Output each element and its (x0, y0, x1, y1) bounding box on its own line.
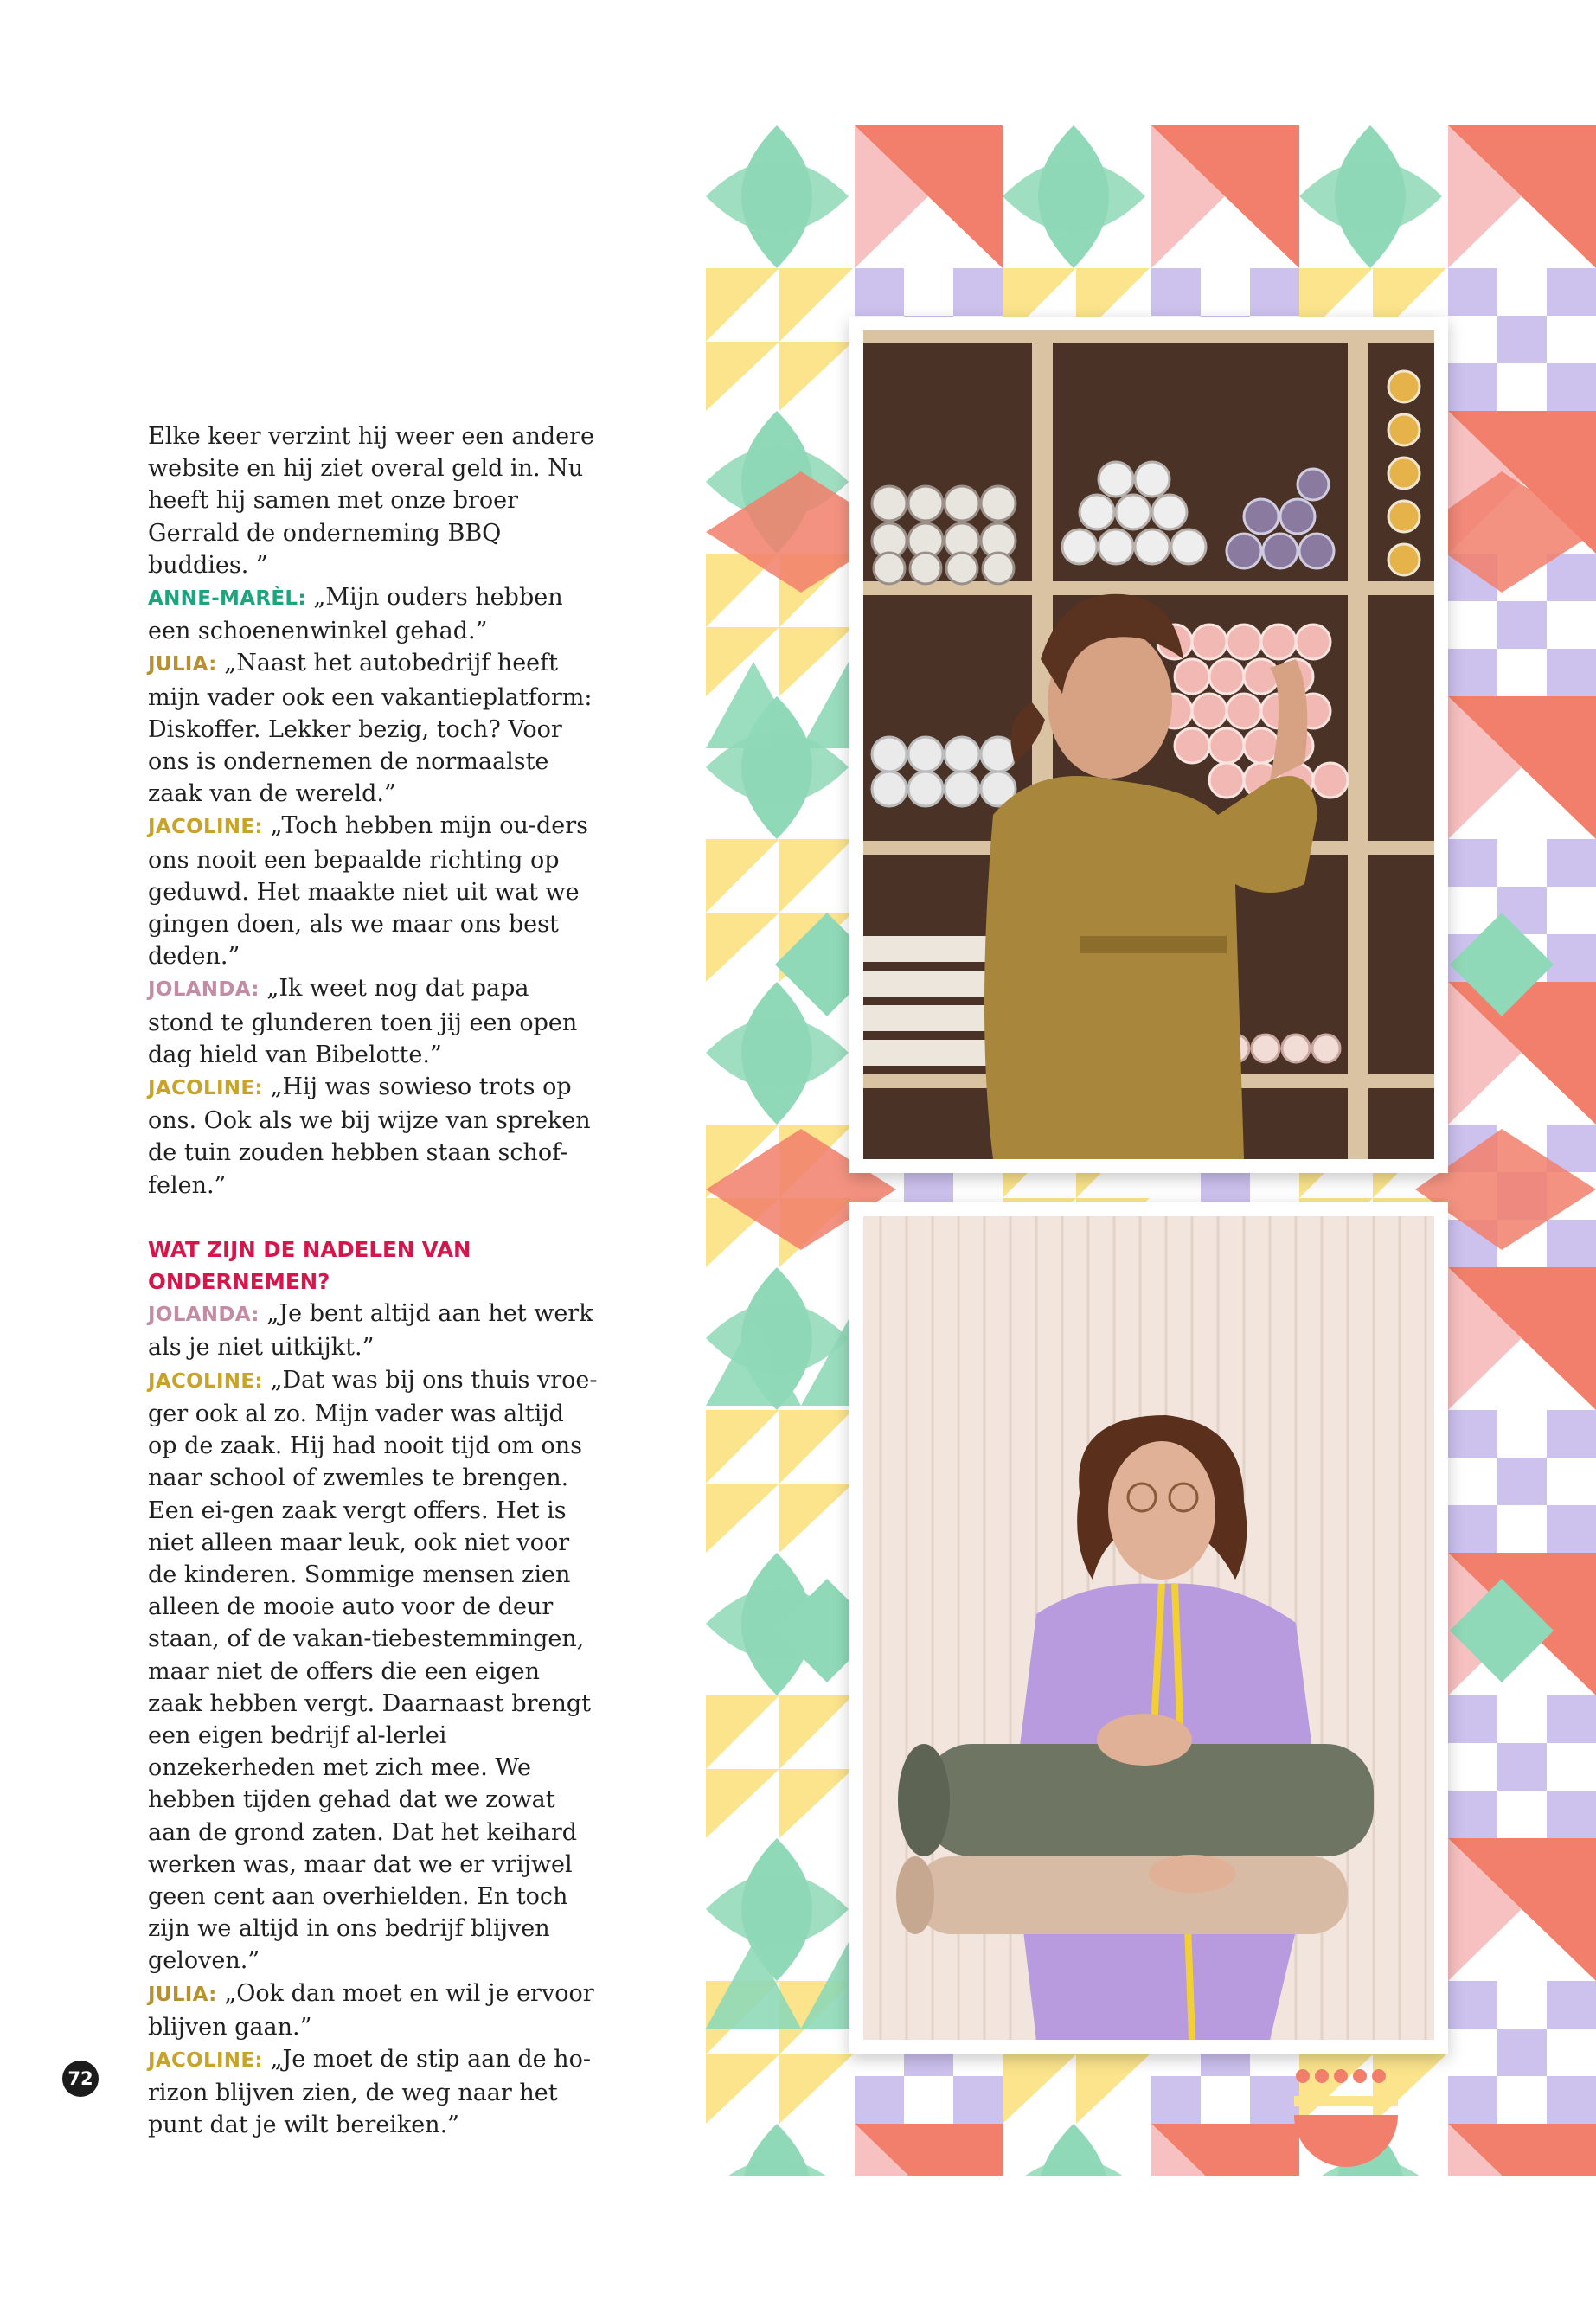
quote-text: „Je moet de stip aan de ho-rizon blijven zien, de weg naar het punt dat je wilt bereiken.” (148, 2045, 591, 2139)
quote-text: „Toch hebben mijn ou-ders ons nooit een bepaalde richting op geduwd. Het maakte niet uit wat we gingen doen, als we maar ons best deden.” (148, 812, 589, 971)
paragraph-text: Elke keer verzint hij weer een andere website en hij ziet overal geld in. Nu heeft hij samen met onze broer Gerrald de onderneming BBQ buddies. ” (148, 423, 594, 579)
quote-paragraph (148, 1977, 598, 2043)
speaker-name: ANNE-MARÈL: (148, 587, 306, 611)
quote-text: „Je bent altijd aan het werk als je niet uitkijkt.” (148, 1300, 593, 1362)
quote-text: „Naast het autobedrijf heeft mijn vader ook een vakantieplatform: Diskoffer. Lekker bezig, toch? Voor ons is ondernemen de normaalste zaak van de wereld.” (148, 650, 593, 808)
speaker-name: JACOLINE: (148, 1369, 263, 1393)
quote-paragraph (148, 1364, 598, 1977)
speaker-name: JACOLINE: (148, 2048, 263, 2072)
article-text (148, 420, 598, 2142)
quote-paragraph (148, 1071, 598, 1202)
speaker-name: JULIA: (148, 1983, 217, 2006)
quote-paragraph (148, 972, 598, 1071)
quote-text: „Dat was bij ons thuis vroe-ger ook al zo. Mijn vader was altijd op de zaak. Hij had nooit tijd om ons naar school of zwemles te brengen. Een ei-gen zaak vergt offers. Het is niet alleen maar leuk, ook niet voor de kinderen. Sommige mensen zien alleen de mooie auto voor de deur staan, of de vakan-tiebestemmingen, maar niet de offers die een eigen zaak hebben vergt. Daarnaast brengt een eigen bedrijf al-lerlei onzekerheden met zich mee. We hebben tijden gehad dat we zowat aan de grond zaten. Dat het keihard werken was, maar dat we er vrijwel geen cent aan overhielden. En toch zijn we altijd in ons bedrijf blijven geloven.” (148, 1366, 598, 1975)
quote-paragraph (148, 2043, 598, 2142)
speaker-name: JACOLINE: (148, 1077, 263, 1100)
paragraph-intro (148, 420, 598, 581)
photo-frame-top (849, 317, 1448, 1173)
quote-paragraph (148, 581, 598, 647)
speaker-name: JACOLINE: (148, 816, 263, 839)
speaker-name: JOLANDA: (148, 978, 260, 1002)
quote-text: „Mijn ouders hebben een schoenenwinkel gehad.” (148, 584, 563, 645)
speaker-name: JULIA: (148, 653, 217, 676)
quote-paragraph (148, 1298, 598, 1363)
quote-text: „Ik weet nog dat papa stond te glunderen toen jij een open dag hield van Bibelotte.” (148, 975, 578, 1068)
page-number-badge: 72 (62, 2061, 99, 2097)
quote-text: „Ook dan moet en wil je ervoor blijven gaan.” (148, 1979, 594, 2041)
quote-paragraph (148, 810, 598, 972)
section-heading: WAT ZIJN DE NADELEN VAN ONDERNEMEN? (148, 1236, 471, 1295)
photo-woman-fabric (863, 1216, 1434, 2040)
speaker-name: JOLANDA: (148, 1304, 260, 1327)
photo-woman-shelves (863, 330, 1434, 1159)
photo-frame-bottom (849, 1202, 1448, 2054)
quote-text: „Hij was sowieso trots op ons. Ook als we bij wijze van spreken de tuin zouden hebben staan schof-felen.” (148, 1074, 591, 1199)
quote-paragraph (148, 647, 598, 810)
